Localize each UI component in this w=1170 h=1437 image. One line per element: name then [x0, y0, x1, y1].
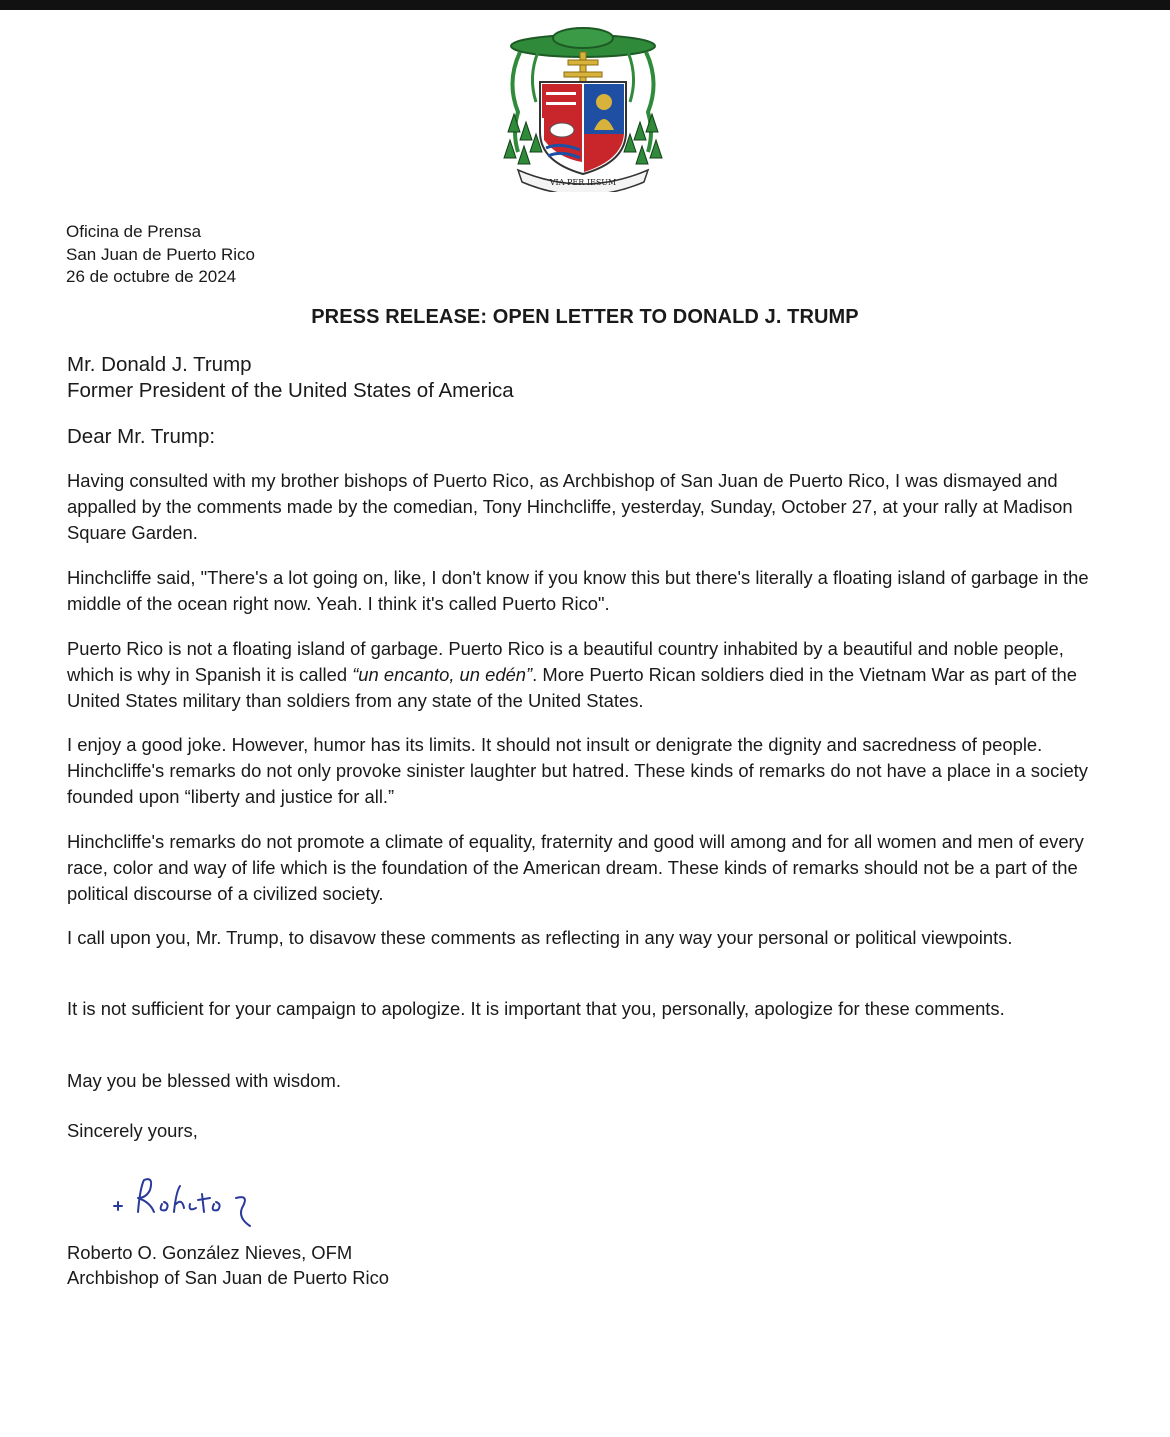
office-name: Oficina de Prensa	[66, 222, 202, 241]
recipient-role: Former President of the United States of America	[67, 379, 514, 402]
signer-name: Roberto O. González Nieves, OFM	[67, 1242, 353, 1263]
galero-hat-crown	[553, 28, 613, 48]
figure-icon	[596, 94, 612, 110]
paragraph-5	[67, 829, 1107, 907]
paragraph-text: May you be blessed with wisdom.	[67, 1070, 341, 1091]
paragraph-7	[67, 996, 1107, 1022]
paragraph-8	[67, 1068, 1107, 1094]
paragraph-text: . More Puerto Rican soldiers died in the Vietnam War as part of the United States military than soldiers from any state of the United States.	[67, 664, 1077, 711]
top-border	[0, 0, 1170, 10]
paragraph-3	[67, 636, 1107, 714]
left-tassels-icon	[504, 114, 542, 164]
paragraph-text: Puerto Rico is not a floating island of garbage. Puerto Rico is a beautiful country inhabited by a beautiful and noble people, which is why in Spanish it is called	[67, 638, 1064, 685]
left-cord	[512, 52, 520, 152]
paragraph-text: Hinchcliffe's remarks do not promote a climate of equality, fraternity and good will among and for all women and men of every race, color and way of life which is the foundation of the American dream. These kinds of remarks should not be a part of the political discourse of a civilized society.	[67, 831, 1084, 904]
paragraph-text: Having consulted with my brother bishops of Puerto Rico, as Archbishop of San Juan de Puerto Rico, I was dismayed and appalled by the comments made by the comedian, Tony Hinchcliffe, yesterday, Sunday, October 27, at your rally at Madison Square Garden.	[67, 470, 1073, 543]
coat-of-arms	[498, 22, 668, 192]
paragraph-4	[67, 732, 1107, 810]
recipient-name: Mr. Donald J. Trump	[67, 353, 252, 376]
closing	[67, 1118, 1107, 1144]
paragraph-text: I call upon you, Mr. Trump, to disavow these comments as reflecting in any way your personal or political viewpoints.	[67, 927, 1013, 948]
recipient-block	[67, 352, 514, 404]
motto-text: VIA PER IESUM	[549, 178, 617, 187]
paragraph-text: Hinchcliffe said, "There's a lot going on, like, I don't know if you know this but there's literally a floating island of garbage in the middle of the ocean right now. Yeah. I think it's called Puerto Rico".	[67, 567, 1089, 614]
right-tassels-icon	[624, 114, 662, 164]
italic-quote: “un encanto, un edén”	[352, 664, 533, 685]
signer-role: Archbishop of San Juan de Puerto Rico	[67, 1267, 390, 1288]
signature-block	[67, 1240, 389, 1290]
right-cord	[646, 52, 654, 152]
paragraph-text: I enjoy a good joke. However, humor has its limits. It should not insult or denigrate the dignity and sacredness of people. Hinchcliffe's remarks do not only provoke sinister laughter but hatred. These kinds of remarks do not have a place in a society founded upon “liberty and justice for all.”	[67, 734, 1088, 807]
office-date: 26 de octubre de 2024	[66, 267, 237, 286]
office-location: San Juan de Puerto Rico	[66, 244, 256, 264]
paragraph-2	[67, 565, 1107, 617]
handwritten-signature	[110, 1168, 280, 1234]
paragraph-text: It is not sufficient for your campaign to apologize. It is important that you, personally, apologize for these comments.	[67, 998, 1005, 1019]
closing-text: Sincerely yours,	[67, 1120, 198, 1141]
page-title: PRESS RELEASE: OPEN LETTER TO DONALD J. TRUMP	[311, 306, 859, 328]
paragraph-1	[67, 468, 1107, 546]
lamb-icon	[550, 123, 574, 137]
office-header	[66, 221, 255, 289]
salutation: Dear Mr. Trump:	[67, 425, 216, 448]
paragraph-6	[67, 925, 1107, 951]
